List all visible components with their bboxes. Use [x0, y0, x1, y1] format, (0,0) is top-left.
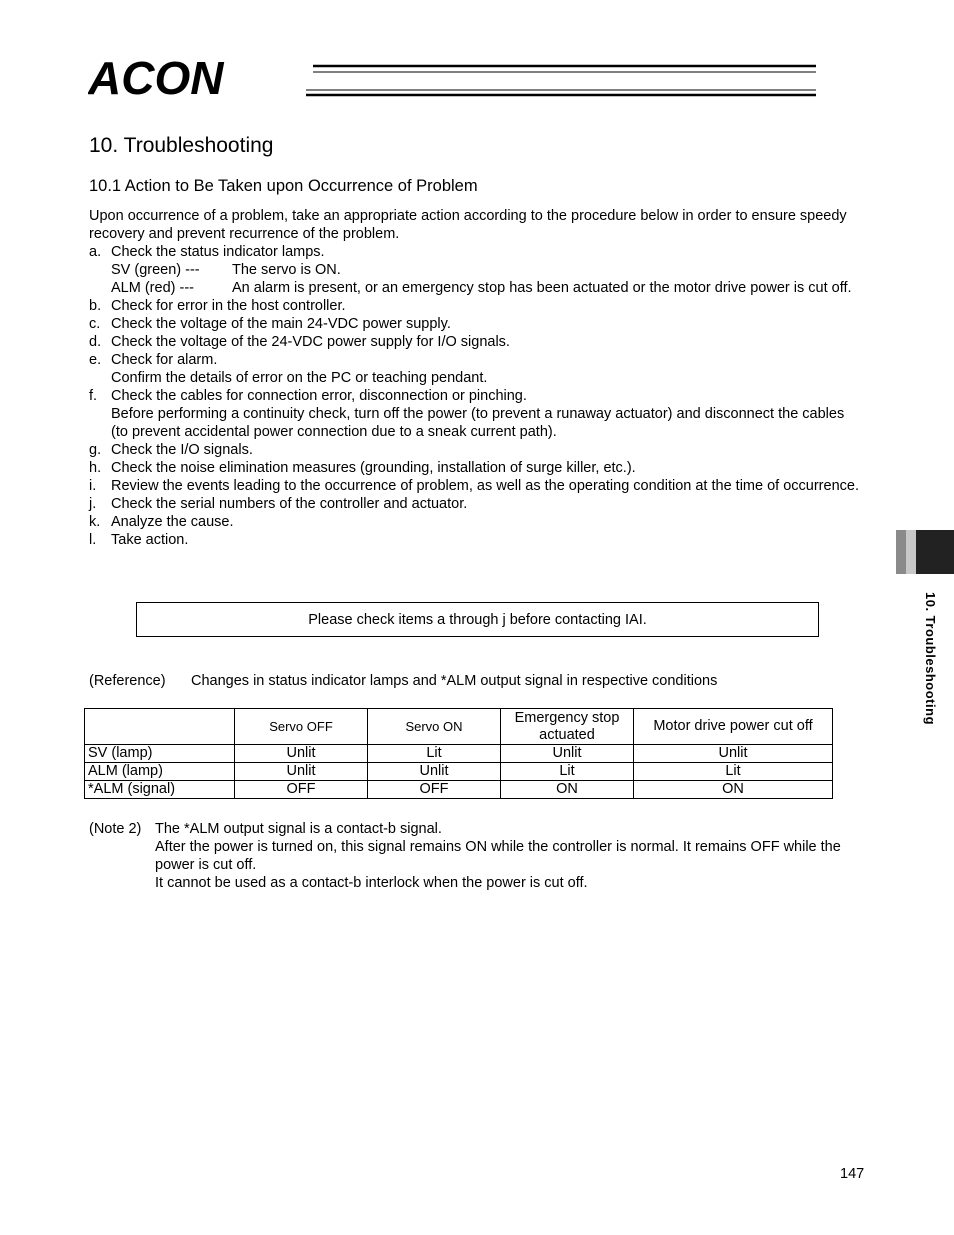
list-item: l. Take action.	[89, 532, 189, 548]
table-header-row	[85, 709, 833, 745]
contact-notice-box	[136, 602, 819, 637]
acon-logo	[88, 52, 818, 100]
note-block: (Note 2) The *ALM output signal is a contact-b signal. After the power is turned on, this signal remains ON while the controller is normal. It remains OFF while the power is cut off. It cannot be used as a contact-b interlock when the power is cut off.	[89, 821, 841, 891]
table-row: ALM (lamp) Unlit Unlit Lit Lit	[85, 763, 833, 781]
list-item: k. Analyze the cause.	[89, 514, 234, 530]
list-item: f. Check the cables for connection error, disconnection or pinching. Before performing a continuity check, turn off the power (to prevent a runaway actuator) and disconnect the cables (to prevent accidental power connection due to a sneak current path).	[89, 388, 845, 440]
contact-notice-text: Please check items a through j before contacting IAI.	[308, 611, 647, 628]
list-item: a. Check the status indicator lamps. SV (green) --- The servo is ON. ALM (red) --- An alarm is present, or an emergency stop has been actuated or the motor drive power is cut off.	[89, 243, 859, 297]
note-label: (Note 2)	[89, 821, 142, 837]
subsection-title: 10.1 Action to Be Taken upon Occurrence of Problem	[89, 177, 478, 195]
page-number: 147	[840, 1166, 865, 1182]
table-header-cell	[85, 709, 235, 745]
status-table	[84, 708, 833, 799]
table-header-cell: Servo OFF	[235, 709, 368, 745]
lamp-row-alm: ALM (red) --- An alarm is present, or an emergency stop has been actuated or the motor drive power is cut off.	[111, 280, 852, 296]
lamp-row-sv: SV (green) --- The servo is ON.	[111, 262, 341, 278]
chapter-tab-marker	[896, 530, 954, 574]
table-row: *ALM (signal) OFF OFF ON ON	[85, 781, 833, 799]
list-item: e. Check for alarm. Confirm the details of error on the PC or teaching pendant.	[89, 352, 488, 386]
table-header-cell: Emergency stop actuated	[501, 709, 634, 745]
table-header-cell: Motor drive power cut off	[634, 709, 833, 745]
list-item: d. Check the voltage of the 24-VDC power supply for I/O signals.	[89, 334, 510, 350]
table-row: SV (lamp) Unlit Lit Unlit Unlit	[85, 745, 833, 763]
procedure-list	[89, 243, 859, 549]
intro-paragraph: Upon occurrence of a problem, take an appropriate action according to the procedure below in order to ensure speedy recovery and prevent recurrence of the problem.	[89, 208, 847, 242]
logo-text: ACON	[88, 52, 224, 100]
chapter-side-label: 10. Troubleshooting	[923, 592, 938, 726]
list-item: i. Review the events leading to the occurrence of problem, as well as the operating condition at the time of occurrence.	[89, 478, 859, 494]
section-title: 10. Troubleshooting	[89, 134, 274, 157]
list-item: j. Check the serial numbers of the controller and actuator.	[89, 496, 468, 512]
list-item: c. Check the voltage of the main 24-VDC power supply.	[89, 316, 451, 332]
reference-caption: (Reference) Changes in status indicator lamps and *ALM output signal in respective conditions	[89, 673, 718, 689]
list-item: h. Check the noise elimination measures (grounding, installation of surge killer, etc.).	[89, 460, 636, 476]
list-item: g. Check the I/O signals.	[89, 442, 253, 458]
table-header-cell: Servo ON	[368, 709, 501, 745]
list-item: b. Check for error in the host controller.	[89, 298, 346, 314]
